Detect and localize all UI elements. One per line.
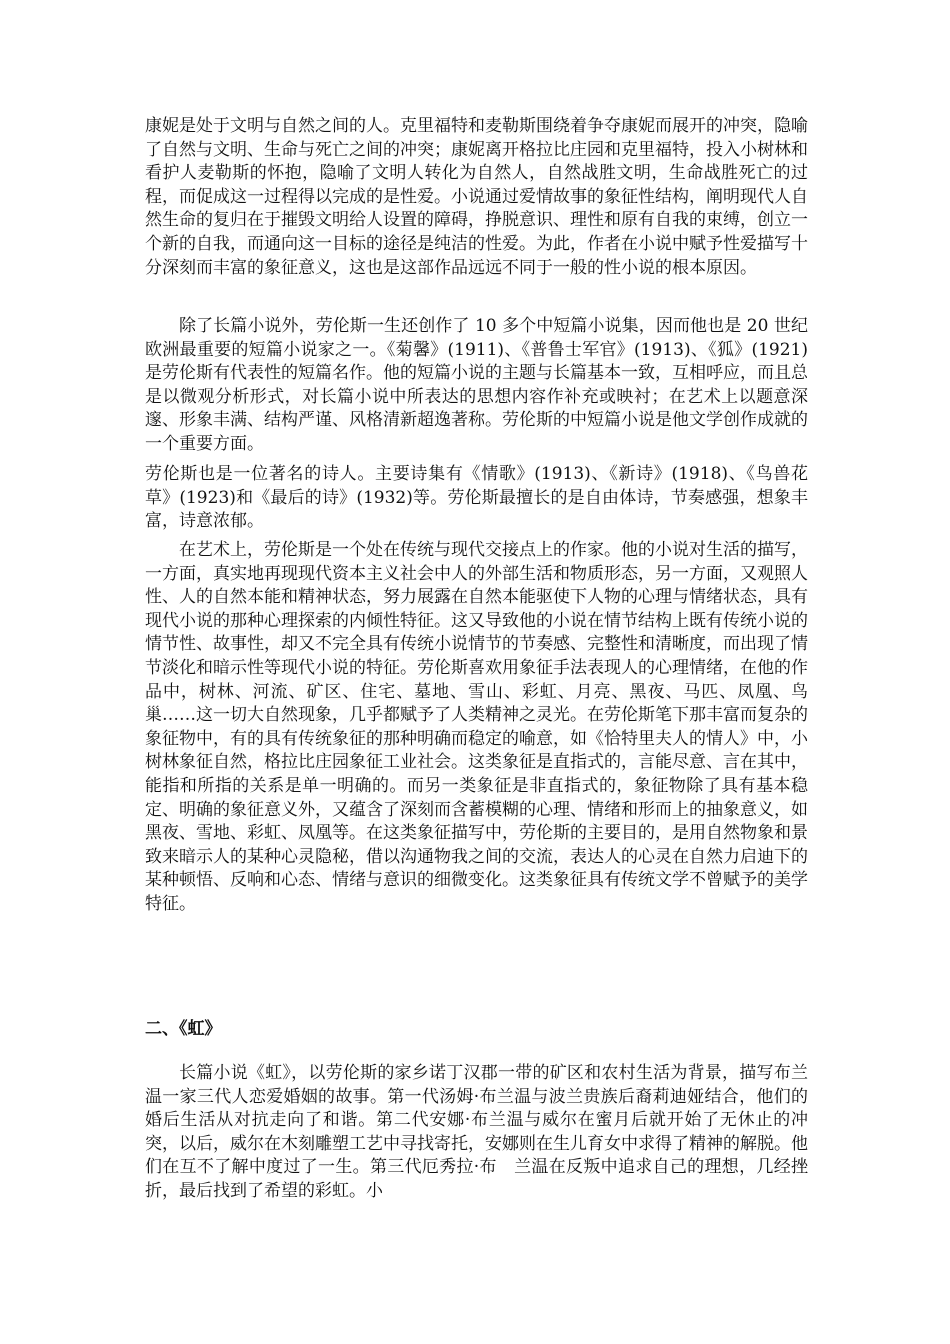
- paragraph-artistic-style: 在艺术上，劳伦斯是一个处在传统与现代交接点上的作家。他的小说对生活的描写，一方面，真实地再现现代资本主义社会中人的外部生活和物质形态，另一方面，又观照人性、人的自然本能和精神状态，努力展露在自然本能驱使下人物的心理与情绪状态，具有现代小说的那种心理探索的内倾性特征。这又导致他的小说在情节结构上既有传统小说的情节性、故事性，却又不完全具有传统小说情节的节奏感、完整性和清晰度，而出现了情节淡化和暗示性等现代小说的特征。劳伦斯喜欢用象征手法表现人的心理情绪，在他的作品中，树林、河流、矿区、住宅、墓地、雪山、彩虹、月亮、黑夜、马匹、凤凰、鸟巢……这一切大自然现象，几乎都赋予了人类精神之灵光。在劳伦斯笔下那丰富而复杂的象征物中，有的具有传统象征的那种明确而稳定的喻意，如《恰特里夫人的情人》中，小树林象征自然，格拉比庄园象征工业社会。这类象征是直指式的，言能尽意、言在其中，能指和所指的关系是单一明确的。而另一类象征是非直指式的，象征物除了具有基本稳定、明确的象征意义外，又蕴含了深刻而含蓄模糊的心理、情绪和形而上的抽象意义，如黑夜、雪地、彩虹、凤凰等。在这类象征描写中，劳伦斯的主要目的，是用自然物象和景致来暗示人的某种心灵隐秘，借以沟通物我之间的交流，表达人的心灵在自然力启迪下的某种顿悟、反响和心态、情绪与意识的细微变化。这类象征具有传统文学不曾赋予的美学特征。: [145, 540, 808, 914]
- paragraph-connie-symbolism: 康妮是处于文明与自然之间的人。克里福特和麦勒斯围绕着争夺康妮而展开的冲突，隐喻了自然与文明、生命与死亡之间的冲突；康妮离开格拉比庄园和克里福特，投入小树林和看护人麦勒斯的怀抱，隐喻了文明人转化为自然人，自然战胜文明，生命战胜死亡的过程，而促成这一过程得以完成的是性爱。小说通过爱情故事的象征性结构，阐明现代人自然生命的复归在于摧毁文明给人设置的障碍，挣脱意识、理性和原有自我的束缚，创立一个新的自我，而通向这一目标的途径是纯洁的性爱。为此，作者在小说中赋予性爱描写十分深刻而丰富的象征意义，这也是这部作品远远不同于一般的性小说的根本原因。: [145, 116, 808, 278]
- section-heading-rainbow: 二、《虹》: [145, 1019, 222, 1039]
- paragraph-poetry: 劳伦斯也是一位著名的诗人。主要诗集有《情歌》(1913)、《新诗》(1918)、《鸟兽花草》(1923)和《最后的诗》(1932)等。劳伦斯最擅长的是自由体诗，节奏感强，想象丰富，诗意浓郁。: [145, 464, 808, 532]
- paragraph-rainbow-summary: 长篇小说《虹》，以劳伦斯的家乡诺丁汉郡一带的矿区和农村生活为背景，描写布兰温一家三代人恋爱婚姻的故事。第一代汤姆·布兰温与波兰贵族后裔莉迪娅结合，他们的婚后生活从对抗走向了和谐。第二代安娜·布兰温与威尔在蜜月后就开始了无休止的冲突，以后，威尔在木刻雕塑工艺中寻找寄托，安娜则在生儿育女中求得了精神的解脱。他们在互不了解中度过了一生。第三代厄秀拉·布 兰温在反叛中追求自己的理想，几经挫折，最后找到了希望的彩虹。小: [145, 1063, 808, 1201]
- paragraph-short-stories: 除了长篇小说外，劳伦斯一生还创作了 10 多个中短篇小说集，因而他也是 20 世纪欧洲最重要的短篇小说家之一。《菊馨》(1911)、《普鲁士军官》(1913)、《狐》(1921)是劳伦斯有代表性的短篇名作。他的短篇小说的主题与长篇基本一致，互相呼应，而且总是以微观分析形式，对长篇小说中所表达的思想内容作补充或映衬；在艺术上以题意深邃、形象丰满、结构严谨、风格清新超逸著称。劳伦斯的中短篇小说是他文学创作成就的一个重要方面。: [145, 316, 808, 454]
